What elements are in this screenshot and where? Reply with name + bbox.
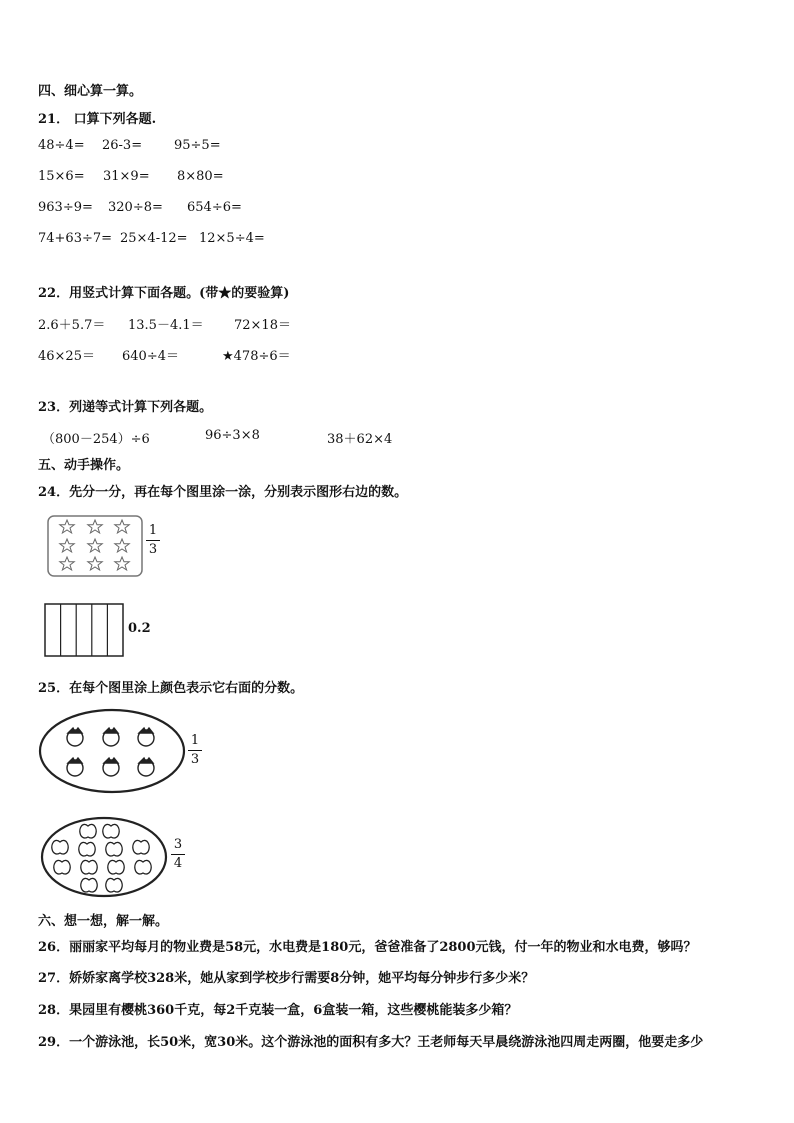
- q22-r1c2: 13.5－4.1＝: [128, 318, 204, 333]
- section-5-title: 五、动手操作。: [38, 458, 130, 473]
- apple-icon-group: [52, 824, 151, 892]
- q21-r1c2: 26-3=: [102, 138, 143, 153]
- q21-r2c3: 8×80=: [177, 169, 224, 184]
- q25-title: 25．在每个图里涂上颜色表示它右面的分数。: [38, 681, 304, 696]
- q22-r2c2: 640÷4＝: [122, 349, 179, 364]
- peach-icon-group: [67, 728, 154, 776]
- q29-text: 29．一个游泳池，长50米，宽30米。这个游泳池的面积有多大？王老师每天早晨绕游泳池四周走两圈，他要走多少: [38, 1035, 704, 1050]
- q24-stars-box: [47, 515, 143, 577]
- q21-title: 21． 口算下列各题.: [38, 112, 157, 127]
- q28-text: 28．果园里有樱桃360千克，每2千克装一盒，6盒装一箱，这些樱桃能装多少箱？: [38, 1003, 518, 1018]
- q25-oval-1: [38, 708, 186, 794]
- q25-oval-2: [40, 816, 168, 898]
- q21-r4c1: 74+63÷7=: [38, 231, 113, 246]
- q22-title: 22．用竖式计算下面各题。(带★的要验算): [38, 286, 290, 301]
- q25-fraction-2: 3 4: [171, 838, 185, 871]
- q23-item-3: 38＋62×4: [327, 432, 393, 447]
- q21-r1c1: 48÷4=: [38, 138, 85, 153]
- q21-r3c2: 320÷8=: [108, 200, 163, 215]
- q21-r4c3: 12×5÷4=: [199, 231, 265, 246]
- q21-r2c2: 31×9=: [103, 169, 150, 184]
- section-4-title: 四、细心算一算。: [38, 84, 143, 99]
- q22-r2c1: 46×25＝: [38, 349, 95, 364]
- section-6-title: 六、想一想，解一解。: [38, 914, 169, 929]
- q22-r2c3: ★478÷6＝: [222, 349, 291, 364]
- q23-item-2: 96÷3×8: [205, 428, 260, 443]
- q24-fraction-1: 1 3: [146, 524, 160, 557]
- q25-fraction-1: 1 3: [188, 734, 202, 767]
- q24-strip-rect: [44, 603, 124, 657]
- q27-text: 27．娇娇家离学校328米，她从家到学校步行需要8分钟，她平均每分钟步行多少米？: [38, 971, 535, 986]
- q21-r1c3: 95÷5=: [174, 138, 221, 153]
- q23-item-1: （800－254）÷6: [42, 432, 150, 447]
- q21-r2c1: 15×6=: [38, 169, 85, 184]
- q21-r3c1: 963÷9=: [38, 200, 93, 215]
- q21-r3c3: 654÷6=: [187, 200, 242, 215]
- q24-title: 24．先分一分，再在每个图里涂一涂，分别表示图形右边的数。: [38, 485, 408, 500]
- q24-label-0-2: 0.2: [128, 621, 151, 636]
- q22-r1c3: 72×18＝: [234, 318, 291, 333]
- q23-title: 23．列递等式计算下列各题。: [38, 400, 213, 415]
- q26-text: 26．丽丽家平均每月的物业费是58元，水电费是180元，爸爸准备了2800元钱，付一年的物业和水电费，够吗？: [38, 940, 697, 955]
- q22-r1c1: 2.6＋5.7＝: [38, 318, 106, 333]
- star-icon-group: [60, 520, 129, 570]
- q21-r4c2: 25×4-12=: [120, 231, 188, 246]
